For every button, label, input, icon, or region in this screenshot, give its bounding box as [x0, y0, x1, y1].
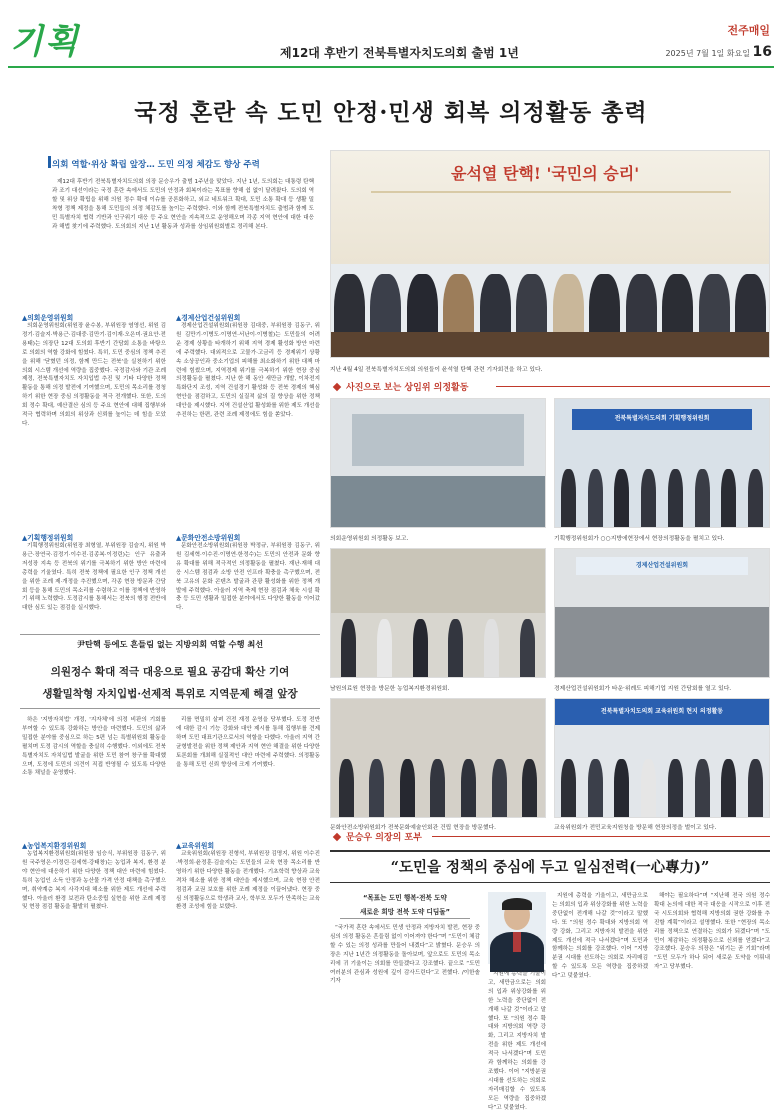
- portrait-hair: [502, 898, 532, 910]
- main-photo-caption: 지난 4월 4일 전북특별자치도의회 의원들이 윤석열 탄핵 관련 기자회견을 하고 있다.: [330, 367, 543, 373]
- page-header-title: 제12대 후반기 전북특별자치도의회 출범 1년: [280, 46, 519, 60]
- interview-section-label: 문승우 의장의 포부: [346, 833, 422, 843]
- gallery-photo-4: [554, 548, 770, 678]
- gallery-photo-5-people: [331, 752, 545, 817]
- interview-body-2: 지원에 총력을 기울이고, 새만금으로는 의회의 입과 위상강화를 위한 노력을 중단없이 전개해 나갈 것”이라고 말했다. 또 “의원 정수 확대와 지방의회 역량 강화, 그리고 지방자치 발전을 위한 제도 개선에 적극 나서겠다”며 도민과 함께하는 의회를 강조했다. 이어 “지방분권 시대를 선도하는 의회로 자리매김할 수 있도록 모든 역량을 집중하겠다”고 덧붙였다.: [552, 893, 648, 980]
- pullquote-line-3: 생활밀착형 자치입법·선제적 특위로 지역문제 해결 앞장: [42, 688, 298, 700]
- gallery-label-rule: [496, 386, 770, 387]
- gallery-photo-2-people: [555, 463, 769, 527]
- gallery-photo-1: [330, 398, 546, 528]
- interview-label-rule: [432, 836, 770, 837]
- gallery-photo-2-banner: 전북특별자치도의회 기획행정위원회: [572, 409, 752, 429]
- section-body-education: 교육위원회(위원장 진형석, 부위원장 김명지, 위원 이수진·박정희·윤정훈·김슬지)는 도민들의 교육 현장 목소리를 반영하기 위한 다양한 활동을 전개했다. 기초학력 향상과 교육격차 해소를 위한 정책 대안을 제시했으며, 교육 현장 안전 점검과 교권 보호를 위한 조례 제정을 이끌어냈다. 현장 중심 의정활동으로 학생과 교사, 학부모 모두가 만족하는 교육 환경 조성에 힘을 보탰다.: [176, 851, 320, 911]
- gallery-photo-1-screen: [352, 414, 523, 465]
- section-title-agriculture: ▲농업복지환경위원회: [22, 842, 87, 850]
- gallery-label: 사진으로 보는 상임위 의정활동: [346, 383, 469, 393]
- gallery-photo-3: [330, 548, 546, 678]
- section-logo: 기획: [10, 22, 80, 62]
- main-photo-banner: 윤석열 탄핵! '국민의 승리': [451, 164, 640, 183]
- section-body-planning: 기획행정위원회(위원장 최형열, 부위원장 김슬지, 위원 박용근·장연국·김정기·이수진·김종복·이정린)는 인구 유출과 저성장 지속 등 전북의 위기를 극복하기 위한 방안 마련에 총력을 기울였다. 특히 전북 정책에 필요한 인구 정책 개선을 위한 조례 제·개정을 추진했으며, 각종 현장 방문과 간담회 등을 통해 도민의 목소리를 수렴하고 이를 정책에 반영하기 위해 노력했다. 도정감시를 통해서는 전북의 행정 전반에 대한 심도 있는 점검을 실시했다.: [22, 543, 166, 612]
- lower-text-right: 리를 면밀히 살펴 건전 재정 운영을 당부했다. 도정 전반에 대한 감시 기능 강화와 대안 제시를 통해 집행부를 견제하며 도민 대표기관으로서의 역할을 다했다. 아울러 지역 간 균형발전을 위한 정책 제안과 지역 현안 해결을 위한 다양한 토론회를 개최해 실질적인 대안 마련에 주력했다. 의정활동을 통해 도민 신뢰 향상에 크게 기여했다.: [176, 717, 320, 768]
- main-photo-banner-stripe: [371, 191, 731, 193]
- gallery-caption-4: 경제산업건설위원회가 타운·위례도 피해기업 지원 간담회를 열고 있다.: [554, 686, 732, 692]
- section-body-economy: 경제산업건설위원회(위원장 김대중, 부위원장 김동구, 위원 김만기·이병도·이명연·서난이·이병철)는 도민들의 어려운 경제 상황을 타개하기 위해 지역 경제 활성화 방안 마련에 주력했다. 대외적으로 고물가·고금리 등 경제위기 상황 속 소상공인과 중소기업의 피해를 최소화하기 위한 대책 마련에 힘썼으며, 지역경제 위기를 극복하기 위한 현장 중심 의정활동을 펼쳤다. 지난 한 해 동안 새만금 개발, 이차전지 특화단지 조성, 지역 건설경기 활성화 등 전북 경제의 핵심 현안을 점검하고, 도민의 실질적 삶의 질 향상을 위한 정책 대안을 제시했다. 지역 건설산업 활성화를 위한 제도 개선을 추진하는 한편, 관련 조례 제정에도 힘을 쏟았다.: [176, 323, 320, 419]
- interview-body-1: “국가적 혼란 속에서도 민생 안정과 지방자치 발전, 현장 중심의 의정 활동은 흔들림 없이 이어져야 한다”며 “도민이 체감할 수 있는 의정 성과를 만들어 내겠다”고 밝혔다. 문승우 의장은 지난 1년간 의정활동을 돌아보며, 앞으로도 도민의 목소리에 귀 기울이는 의회를 만들겠다고 강조했다. 끝으로 “도민 여러분의 관심과 성원에 깊이 감사드린다”고 전했다. /이한솔 기자: [330, 925, 480, 985]
- subtitle-bar: [48, 156, 51, 168]
- article-intro: 제12대 후반기 전북특별자치도의회 의장 문승우가 출범 1주년을 맞았다. 지난 1년, 도의회는 대통령 탄핵과 조기 대선이라는 국정 혼란 속에서도 도민의 안정과 회복이라는 목표를 향해 쉼 없이 달려왔다. 도의회 역할 및 위상 확립을 위해 의원 정수 확대 이슈를 공론화하고, 외교 네트워크 확대, 도민 소통 확대 등 생활 밀착형 정책 제정을 통해 도민들의 의정 체감도를 높이는 주력했다. 이와 함께 전북특별자치도 출범과 함께 도민 특별자치 협력 기반과 인구위기 대응 등 주요 현안을 지속적으로 운영해오며 각종 지역 현안에 대한 대응과 해법 찾기에 주력했다. 도의회의 지난 1년 활동과 성과를 상임위원회별로 정리해 본다.: [52, 179, 314, 230]
- gallery-label-marker: [333, 383, 341, 391]
- section-body-operations: 의회운영위원회(위원장 윤수봉, 부위원장 염영선, 위원 김정기·김슬지·박용근·김대중·김만기·김이재·오은미·권요안·전용태)는 의장단 12대 도의회 후반기 간담회 소통을 바탕으로 의회의 역할 강화에 힘썼다. 특히, 도민 중심의 정책 추진을 위해 '닫혔던 의정, 함께 만드는 전북'을 실천하기 위한 의회 시스템 개선에 역량을 집중했다. 국정감사와 기관 조례 제정, 전북특별자치도 자치입법 추진 및 기타 다양한 정책 활동을 통해 의정 발전에 기여했으며, 도민의 목소리를 경청하기 위한 현장 중심 의정활동을 적극 전개했다. 또한, 도의회 정수 확대, 예산결산 심의 등 주요 현안에 대해 집행부와 적극 협력하며 의회의 위상과 신뢰를 높이는 데 힘을 모았다.: [22, 323, 166, 427]
- gallery-photo-4-banner: 경제산업건설위원회: [576, 557, 747, 575]
- interview-body-2b: 지원에 총력을 기울이고, 새만금으로는 의회의 입과 위상강화를 위한 노력을 중단없이 전개해 나갈 것”이라고 말했다. 또 “의원 정수 확대와 지방의회 역량 강화, 그리고 지방자치 발전을 위한 제도 개선에 적극 나서겠다”며 도민과 함께하는 의회를 강조했다. 이어 “지방분권 시대를 선도하는 의회로 자리매김할 수 있도록 모든 역량을 집중하겠다”고 덧붙였다.: [488, 971, 546, 1111]
- interview-label-marker: [333, 833, 341, 841]
- gallery-photo-2: [554, 398, 770, 528]
- gallery-caption-5: 문화안전소방위원회가 전북문화예술인회관 건립 현장을 방문했다.: [330, 825, 497, 831]
- pullquote-line-2: 의원정수 확대 적극 대응으로 필요 공감대 확산 기여: [50, 666, 290, 678]
- gallery-photo-1-seats: [331, 476, 545, 527]
- gallery-caption-1: 의회운영위원회 의정활동 보고.: [330, 536, 409, 542]
- main-headline: 국정 혼란 속 도민 안정·민생 회복 의정활동 총력: [134, 99, 648, 126]
- chairman-portrait: [488, 892, 546, 964]
- pullquote-bottom-rule: [20, 708, 320, 709]
- page-number: 16: [752, 44, 772, 60]
- gallery-photo-5: [330, 698, 546, 818]
- section-body-culture: 문화안전소방위원회(위원장 박정규, 부위원장 김동구, 위원 김세혁·이수진·이명연·한정수)는 도민의 안전과 문화 향유 확대를 위해 적극적인 의정활동을 펼쳤다. 재난·재해 대응 시스템 점검과 소방 안전 인프라 확충을 촉구했으며, 전북 고유의 문화 콘텐츠 발굴과 관광 활성화를 위한 정책 개발에 주력했다. 아울러 지역 축제 현장 점검과 체육 시설 확충 등 도민 생활과 밀접한 분야에서도 다양한 활동을 이어갔다.: [176, 543, 320, 612]
- interview-headline-1: “목표는 도민 행복·전북 도약: [363, 894, 447, 902]
- interview-headline-rule: [340, 918, 470, 919]
- gallery-photo-6-people: [555, 752, 769, 817]
- lower-text-left: 하은 '지방자치법' 개정, '지자체'에 의정 비판의 기회를 부여할 수 있도록 강화하는 방안을 마련했다. 도민의 삶과 밀접한 분야를 중심으로 하는 5편 넘는 특별위원회 활동을 펼치며 도정 감시의 역할을 충실히 수행했다. 이외에도 전북특별자치도 자치입법 발굴을 위한 도민 참여 창구를 확대했으며, 도정에 도민의 의견이 직접 반영될 수 있도록 다양한 소통 채널을 운영했다.: [22, 717, 166, 777]
- interview-title: “도민을 정책의 중심에 두고 일심전력(一心專力)”: [390, 859, 710, 876]
- issue-date: 2025년 7월 1일 화요일: [665, 49, 750, 58]
- section-body-agriculture: 농업복지환경위원회(위원장 임승식, 부위원장 김동구, 위원 국주영은·이정린·김세혁·강태창)는 농업과 복지, 환경 분야 현안에 대응하기 위한 다양한 정책 대안 마련에 힘썼다. 특히 농업인 소득 안정과 농산물 가격 안정 대책을 촉구했으며, 취약계층 복지 사각지대 해소를 위한 제도 개선에 주력했다. 아울러 환경 보전과 탄소중립 실현을 위한 조례 제정 및 현장 점검 활동을 활발히 펼쳤다.: [22, 851, 166, 911]
- main-photo-floor: [331, 332, 769, 357]
- gallery-photo-4-table: [555, 607, 769, 677]
- header-divider: [8, 66, 774, 68]
- gallery-caption-3: 남원의료원 현장을 방문한 농업복지환경위원회.: [330, 686, 450, 692]
- section-title-planning: ▲기획행정위원회: [22, 534, 74, 542]
- section-title-education: ▲교육위원회: [176, 842, 215, 850]
- newspaper-name: 전주매일: [727, 24, 770, 37]
- gallery-caption-2: 기획행정위원회가 ○○지방에현장에서 현장의정활동을 펼치고 있다.: [554, 536, 725, 542]
- section-title-operations: ▲의회운영위원회: [22, 314, 74, 322]
- interview-title-bottom-rule: [330, 882, 770, 883]
- portrait-tie: [513, 932, 521, 952]
- gallery-caption-6: 교육위원회가 전민교육지원청을 방문해 현장의정을 벌이고 있다.: [554, 825, 717, 831]
- pullquote-top-rule: [20, 634, 320, 635]
- section-title-economy: ▲경제산업건설위원회: [176, 314, 241, 322]
- pullquote-line-1: 尹탄핵 등에도 흔들림 없는 지방의회 역할 수행 최선: [76, 639, 264, 649]
- interview-headline-2: 새로운 희망 전북 도약 디딤돌”: [360, 908, 450, 916]
- gallery-photo-3-people: [331, 613, 545, 677]
- gallery-photo-6-banner: 전북특별자치도의회 교육위원회 현지 의정활동: [555, 699, 769, 725]
- main-photo: [330, 150, 770, 358]
- article-subtitle: 의회 역할·위상 확립 앞장… 도민 의정 체감도 향상 주력: [52, 160, 260, 170]
- gallery-photo-3-wall: [331, 549, 545, 613]
- interview-title-top-rule: [330, 850, 770, 852]
- gallery-photo-6: [554, 698, 770, 818]
- interview-body-3: 해야는 필요하다”며 “지난해 전국 의원 정수 확대 논의에 대한 적극 대응을 시작으로 이후 전국 시도의회와 협력해 지방의회 권한 강화를 추진할 계획”이라고 설명했다. 또한 “현장의 목소리를 정책으로 연결하는 의회가 되겠다”며 “도민이 체감하는 의정활동으로 신뢰를 얻겠다”고 강조했다. 문승우 의장은 “위기는 곧 기회”라며 “도민 모두가 하나 되어 새로운 도약을 이뤄내자”고 당부했다.: [654, 893, 770, 971]
- section-title-culture: ▲문화안전소방위원회: [176, 534, 241, 542]
